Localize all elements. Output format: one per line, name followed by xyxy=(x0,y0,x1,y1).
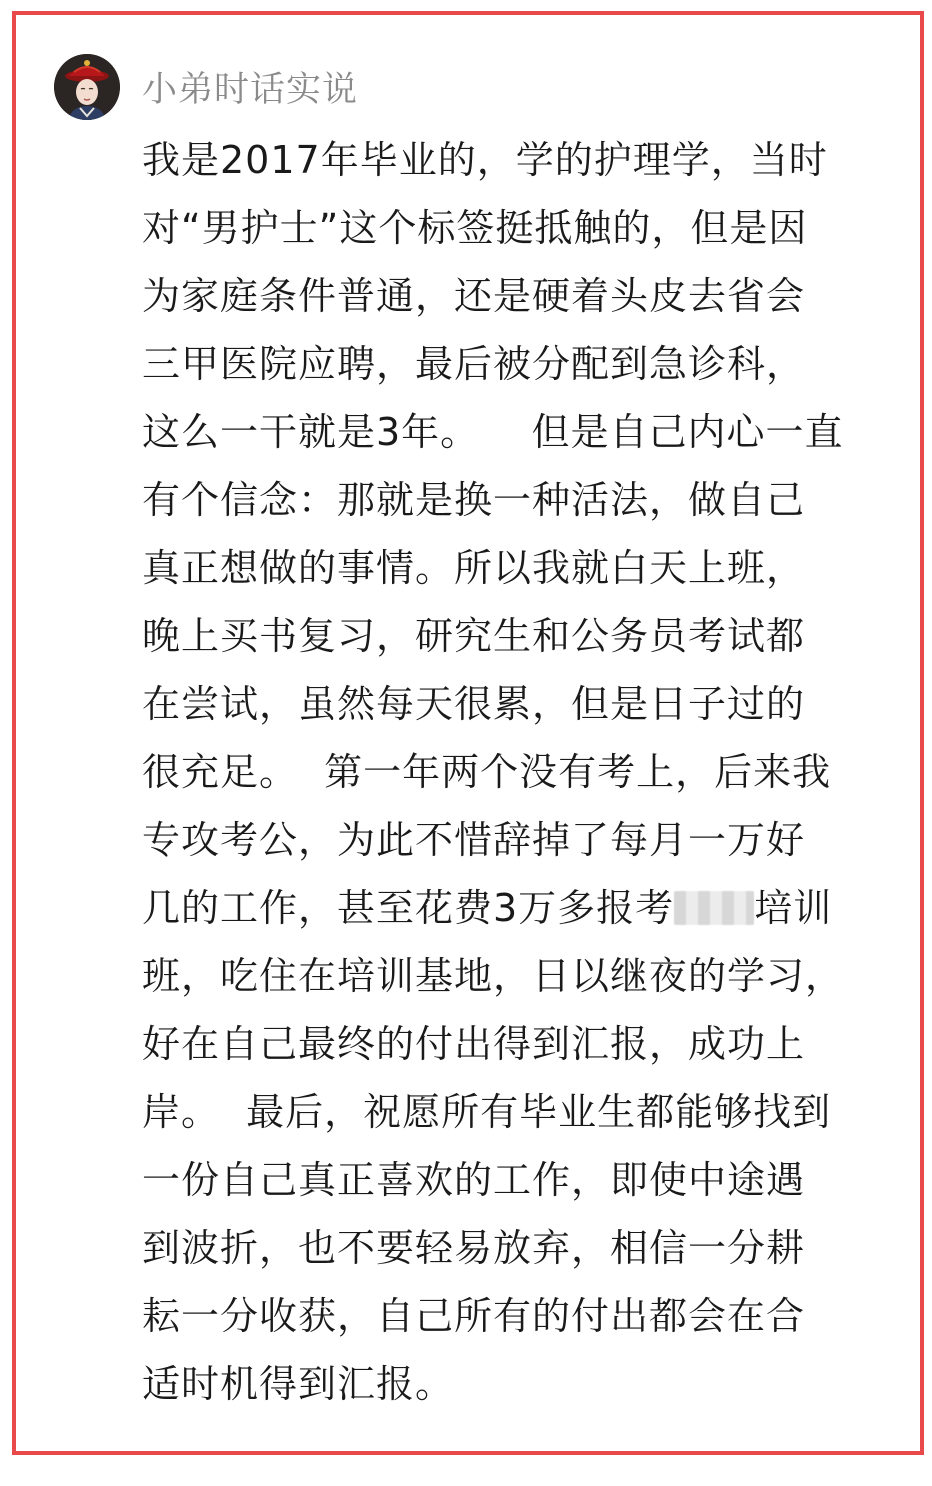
post-line: 对“男护士”这个标签挺抵触的，但是因 xyxy=(142,206,808,250)
post-line xyxy=(142,874,862,942)
redacted-blur xyxy=(674,891,754,925)
post-line: 很充足。 第一年两个没有考上，后来我 xyxy=(142,750,832,794)
post-header xyxy=(54,52,358,122)
post-line: 专攻考公，为此不惜辞掉了每月一万好 xyxy=(142,818,806,862)
post-line-segment: 几的工作，甚至花费3万多报考 xyxy=(142,886,675,930)
post-line: 岸。 最后，祝愿所有毕业生都能够找到 xyxy=(142,1090,832,1134)
username[interactable]: 小弟时话实说 xyxy=(142,70,359,110)
post-line: 三甲医院应聘，最后被分配到急诊科， xyxy=(142,342,806,386)
post-line: 真正想做的事情。所以我就白天上班， xyxy=(142,546,806,590)
post-line: 一份自己真正喜欢的工作，即使中途遇 xyxy=(142,1158,806,1202)
post-line: 这么一干就是3年。 但是自己内心一直 xyxy=(142,410,844,454)
post-line: 晚上买书复习，研究生和公务员考试都 xyxy=(142,614,806,658)
post-line: 到波折，也不要轻易放弃，相信一分耕 xyxy=(142,1226,806,1270)
post-body xyxy=(142,126,862,1418)
post-line-segment: 培训 xyxy=(754,886,833,930)
post-line: 我是2017年毕业的，学的护理学，当时 xyxy=(142,138,828,182)
post-line: 耘一分收获，自己所有的付出都会在合 xyxy=(142,1294,806,1338)
post-line: 适时机得到汇报。 xyxy=(142,1362,455,1406)
post-line: 好在自己最终的付出得到汇报，成功上 xyxy=(142,1022,806,1066)
post-line: 有个信念：那就是换一种活法，做自己 xyxy=(142,478,806,522)
official-hat-avatar-icon[interactable] xyxy=(54,54,120,120)
post-line: 为家庭条件普通，还是硬着头皮去省会 xyxy=(142,274,806,318)
post-line: 在尝试，虽然每天很累，但是日子过的 xyxy=(142,682,806,726)
post-line: 班，吃住在培训基地，日以继夜的学习， xyxy=(142,954,845,998)
